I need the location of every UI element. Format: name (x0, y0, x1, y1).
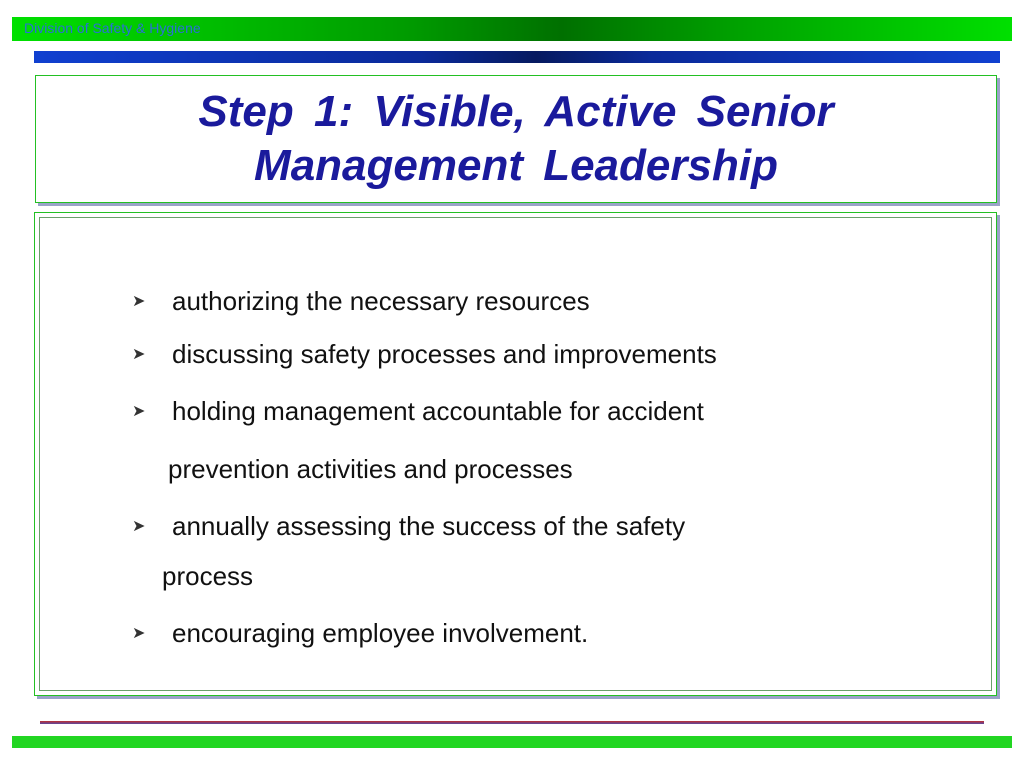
arrow-bullet-icon: ➤ (132, 291, 146, 310)
slide-title (198, 85, 833, 193)
bullet-item-3: holding management accountable for accident (172, 396, 704, 426)
title-box (35, 75, 997, 203)
arrow-bullet-icon: ➤ (132, 623, 146, 642)
arrow-bullet-icon: ➤ (132, 401, 146, 420)
bullet-item-4: annually assessing the success of the safety (172, 511, 686, 541)
division-label: Division of Safety & Hygiene (24, 20, 201, 36)
blue-divider-bar (34, 51, 1000, 63)
footer-bar (12, 736, 1012, 748)
arrow-bullet-icon: ➤ (132, 516, 146, 535)
bullet-item-2: discussing safety processes and improvements (172, 339, 717, 369)
bullet-item-5: encouraging employee involvement. (172, 618, 589, 648)
arrow-bullet-icon: ➤ (132, 344, 146, 363)
slide-title-line-2: Management Leadership (254, 141, 778, 190)
slide-title-line-1: Step 1: Visible, Active Senior (198, 87, 834, 136)
bottom-divider-line (40, 721, 984, 724)
bullet-item-3-continuation: prevention activities and processes (168, 454, 573, 484)
bullet-item-1: authorizing the necessary resources (172, 286, 590, 316)
bullet-item-4-continuation: process (162, 561, 254, 591)
